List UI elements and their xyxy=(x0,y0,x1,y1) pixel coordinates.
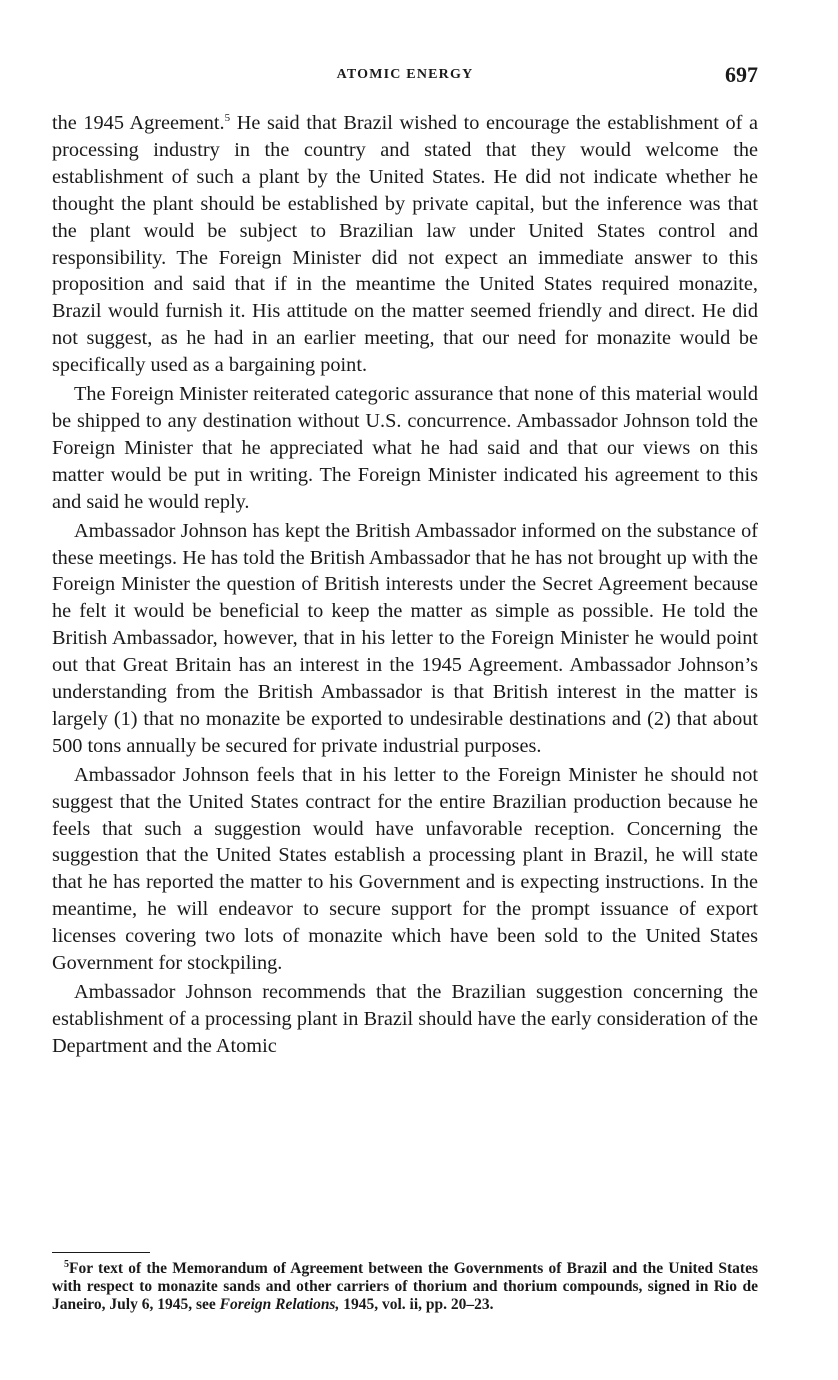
body-text xyxy=(52,110,758,1062)
paragraph-4: Ambassador Johnson feels that in his letter to the Foreign Minister he should not suggest that the United States contract for the entire Brazilian production because he feels that such a suggestion would have unfavorable reception. Concerning the suggestion that the United States establish a processing plant in Brazil, he will state that he has reported the matter to his Government and is expecting instructions. In the meantime, he will endeavor to secure support for the prompt issuance of export licenses covering two lots of monazite which have been sold to the United States Government for stockpiling. xyxy=(52,763,758,975)
paragraph-5: Ambassador Johnson recommends that the Brazilian suggestion concerning the establishment of a processing plant in Brazil should have the early consideration of the Department and the Atomic xyxy=(52,981,758,1057)
paragraph-1 xyxy=(52,110,758,379)
footnote-source-title: Foreign Relations, xyxy=(219,1296,340,1313)
paragraph-1-start: the 1945 Agreement. xyxy=(52,112,225,134)
footnote-marker: 5 xyxy=(64,1258,69,1270)
paragraph-1-rest: He said that Brazil wished to encourage the establishment of a processing industry in the country and stated that they would welcome the establishment of such a plant by the United States. He did not indicate whether he thought the plant should be established by private capital, but the inference was that the plant would be subject to Brazilian law under United States control and responsibility. The Foreign Minister did not expect an immediate answer to this proposition and said that if in the meantime the United States required monazite, Brazil would furnish it. His attitude on the matter seemed friendly and direct. He did not suggest, as he had in an earlier meeting, that our need for monazite would be specifically used as a bargaining point. xyxy=(52,112,758,377)
footnote-text: For text of the Memorandum of Agreement between the Governments of Brazil and the United States with respect to monazite sands and other carriers of thorium and thorium compounds, signed in Rio de Janeiro, July 6, 1945, see xyxy=(52,1260,758,1313)
paragraph-2: The Foreign Minister reiterated categoric assurance that none of this material would be shipped to any destination without U.S. concurrence. Ambassador Johnson told the Foreign Minister that he appreciated what he had said and that our views on this matter would be put in writing. The Foreign Minister indicated his agreement to this and said he would reply. xyxy=(52,383,758,513)
footnote xyxy=(52,1260,758,1314)
page-header xyxy=(52,62,758,92)
page-number: 697 xyxy=(725,62,758,87)
running-head: ATOMIC ENERGY xyxy=(336,67,474,82)
footnote-reference: 5 xyxy=(224,112,231,125)
paragraph-3: Ambassador Johnson has kept the British Ambassador informed on the substance of these meetings. He has told the British Ambassador that he has not brought up with the Foreign Minister the question of British interests under the Secret Agreement because he felt it would be beneficial to keep the matter as simple as possible. He told the British Ambassador, however, that in his letter to the Foreign Minister he would point out that Great Britain has an interest in the 1945 Agreement. Ambassador Johnson’s understanding from the British Ambassador is that British interest in the matter is largely (1) that no monazite be exported to undesirable destinations and (2) that about 500 tons annually be secured for private industrial purposes. xyxy=(52,519,758,757)
footnote-source-details: 1945, vol. ii, pp. 20–23. xyxy=(339,1296,494,1313)
footnote-divider xyxy=(52,1252,150,1253)
